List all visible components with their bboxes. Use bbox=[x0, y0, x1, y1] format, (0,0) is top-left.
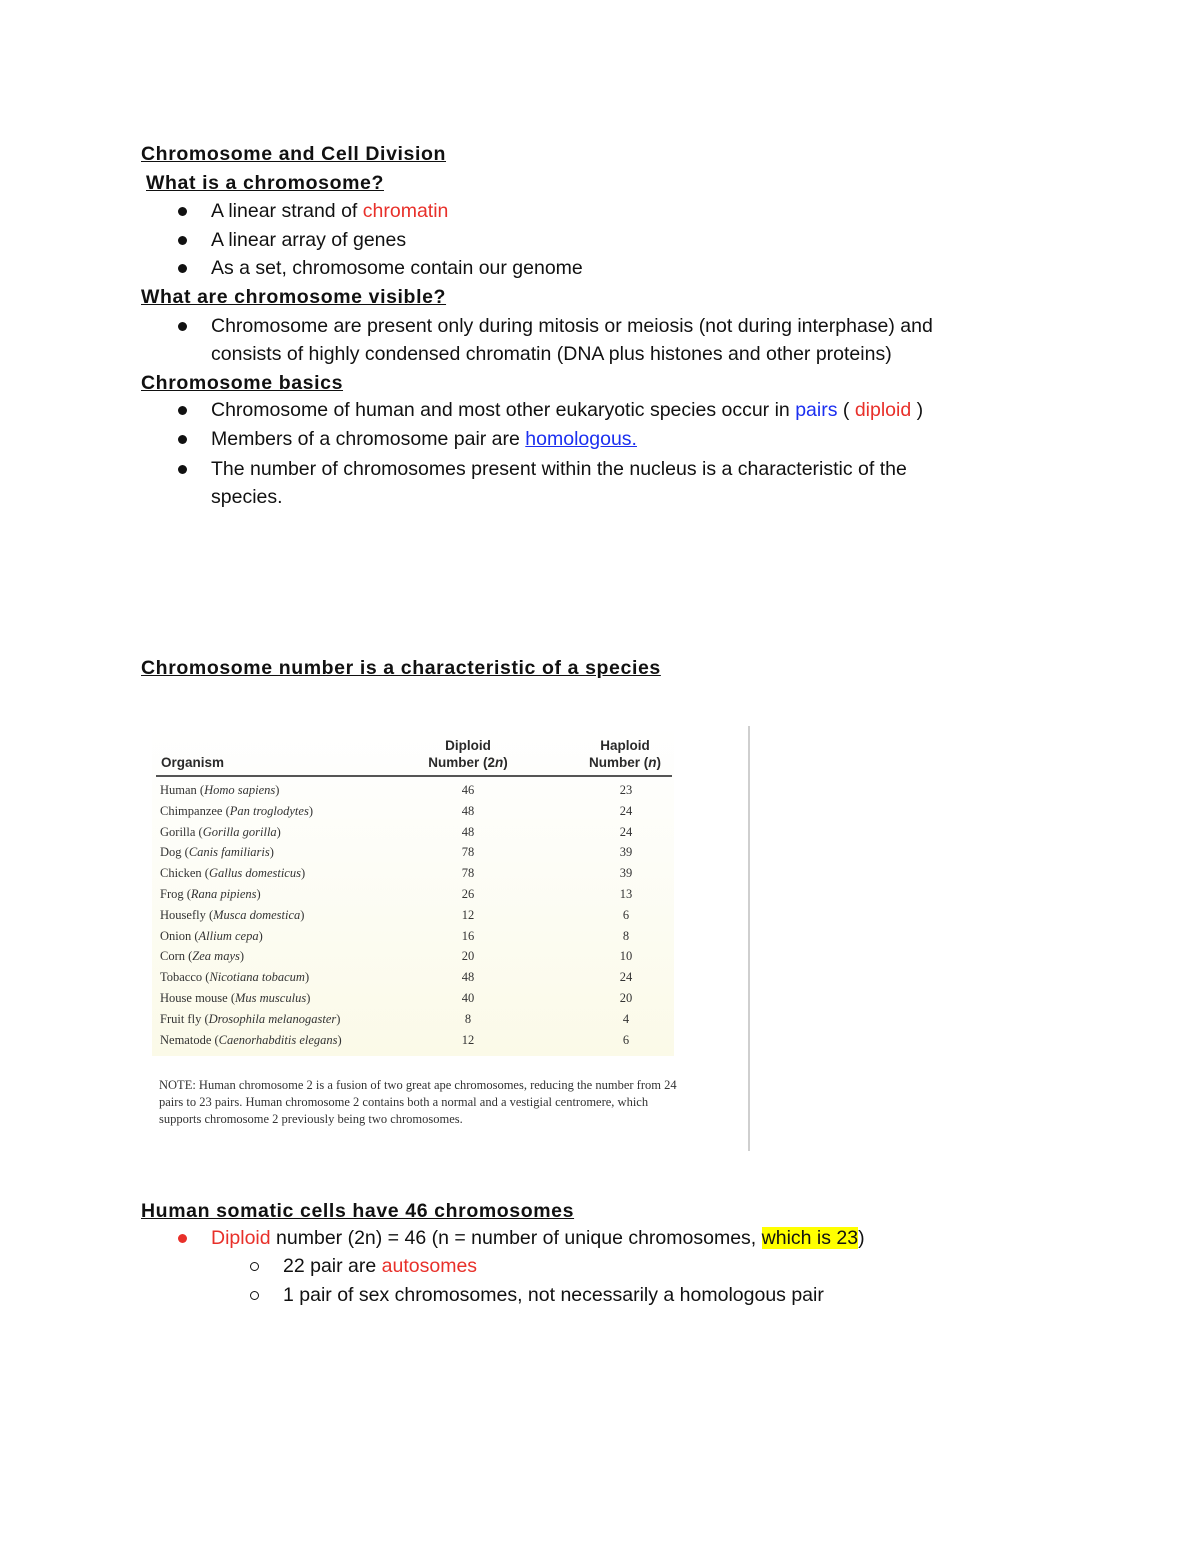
list-item-line: Chromosome are present only during mitosis or meiosis (not during interphase) and bbox=[211, 315, 933, 337]
heading-chromosome-visible: What are chromosome visible? bbox=[141, 286, 447, 308]
heading-chromosome-basics: Chromosome basics bbox=[141, 372, 344, 394]
table-cell-haploid: 20 bbox=[619, 991, 633, 1005]
table-cell-organism: Onion (Allium cepa) bbox=[160, 928, 263, 943]
table-cell-diploid: 40 bbox=[461, 991, 475, 1005]
list-item: As a set, chromosome contain our genome bbox=[211, 257, 583, 279]
table-cell-haploid: 39 bbox=[619, 866, 633, 881]
table-cell-diploid: 8 bbox=[464, 1011, 472, 1026]
table-cell-haploid: 6 bbox=[622, 907, 630, 922]
bullet-icon bbox=[178, 406, 187, 415]
figure-border-line bbox=[748, 726, 750, 1151]
table-cell-organism: Human (Homo sapiens) bbox=[160, 783, 280, 797]
bullet-icon bbox=[178, 207, 187, 216]
list-item: Chromosome of human and most other eukaryotic species occur in pairs ( diploid ) bbox=[211, 399, 924, 421]
table-cell-organism: Nematode (Caenorhabditis elegans) bbox=[160, 1032, 342, 1047]
table-cell-haploid: 24 bbox=[619, 970, 633, 985]
table-cell-diploid: 12 bbox=[461, 907, 475, 922]
table-cell-haploid: 4 bbox=[622, 1011, 630, 1026]
table-cell-organism: Dog (Canis familiaris) bbox=[160, 845, 274, 860]
table-cell-haploid: 24 bbox=[619, 824, 633, 839]
table-cell-haploid: 6 bbox=[622, 1032, 630, 1047]
table-cell-organism: Gorilla (Gorilla gorilla) bbox=[160, 824, 281, 839]
table-cell-organism: Chimpanzee (Pan troglodytes) bbox=[160, 803, 313, 818]
table-cell-haploid: 23 bbox=[619, 783, 633, 797]
table-cell-organism: Frog (Rana pipiens) bbox=[160, 887, 261, 901]
table-note: NOTE: Human chromosome 2 is a fusion of two great ape chromosomes, reducing the number from 24 pairs to 23 pairs. Human chromosome 2 contains both a normal and a vestigial centromere, which supports chromosome 2 previously being two chromosomes. bbox=[159, 1078, 677, 1126]
sub-bullet-icon bbox=[250, 1291, 259, 1300]
table-header-organism: Organism bbox=[161, 755, 225, 770]
list-item-line: species. bbox=[211, 486, 283, 508]
bullet-icon bbox=[178, 435, 187, 444]
list-item: Diploid number (2n) = 46 (n = number of unique chromosomes, which is 23) bbox=[211, 1227, 865, 1249]
table-cell-organism: Corn (Zea mays) bbox=[160, 949, 245, 964]
table-cell-haploid: 8 bbox=[622, 928, 630, 943]
homologous-link[interactable]: homologous. bbox=[525, 428, 637, 450]
sub-bullet-icon bbox=[250, 1262, 259, 1271]
table-cell-diploid: 48 bbox=[461, 803, 475, 818]
table-cell-organism: Tobacco (Nicotiana tobacum) bbox=[160, 970, 310, 985]
sub-list-item: 22 pair are autosomes bbox=[283, 1255, 478, 1277]
list-item: Members of a chromosome pair are homologous. bbox=[211, 428, 637, 450]
bullet-icon bbox=[178, 236, 187, 245]
table-header-diploid: Diploid Number (2n) bbox=[428, 738, 508, 770]
table-cell-organism: Housefly (Musca domestica) bbox=[160, 907, 305, 922]
bullet-icon bbox=[178, 322, 187, 331]
table-cell-organism: Fruit fly (Drosophila melanogaster) bbox=[160, 1011, 341, 1026]
table-cell-haploid: 10 bbox=[619, 949, 633, 964]
list-item-line: The number of chromosomes present within the nucleus is a characteristic of the bbox=[211, 458, 907, 480]
list-item-line: consists of highly condensed chromatin (DNA plus histones and other proteins) bbox=[211, 343, 892, 365]
table-cell-haploid: 24 bbox=[619, 803, 633, 818]
list-item: A linear array of genes bbox=[211, 229, 407, 251]
table-cell-haploid: 13 bbox=[619, 887, 633, 901]
heading-somatic-cells: Human somatic cells have 46 chromosomes bbox=[141, 1200, 575, 1222]
table-cell-diploid: 48 bbox=[461, 970, 475, 985]
table-cell-diploid: 78 bbox=[461, 845, 475, 860]
sub-list-item: 1 pair of sex chromosomes, not necessarily a homologous pair bbox=[283, 1284, 824, 1306]
table-cell-organism: Chicken (Gallus domesticus) bbox=[160, 866, 306, 881]
table-cell-diploid: 16 bbox=[461, 928, 475, 943]
table-cell-diploid: 20 bbox=[461, 949, 475, 964]
document-title: Chromosome and Cell Division bbox=[141, 143, 447, 165]
table-cell-organism: House mouse (Mus musculus) bbox=[160, 991, 311, 1005]
bullet-icon bbox=[178, 1234, 187, 1243]
table-cell-diploid: 12 bbox=[461, 1032, 475, 1047]
table-cell-diploid: 26 bbox=[461, 887, 475, 901]
table-cell-haploid: 39 bbox=[619, 845, 633, 860]
table-cell-diploid: 46 bbox=[461, 783, 475, 797]
table-cell-diploid: 48 bbox=[461, 824, 475, 839]
list-item: A linear strand of chromatin bbox=[211, 200, 449, 222]
heading-what-is-chromosome: What is a chromosome? bbox=[146, 172, 384, 194]
bullet-icon bbox=[178, 264, 187, 273]
table-header-rule bbox=[156, 775, 672, 777]
table-header-haploid: Haploid Number (n) bbox=[588, 738, 661, 770]
bullet-icon bbox=[178, 465, 187, 474]
heading-chromosome-number: Chromosome number is a characteristic of a species bbox=[141, 657, 661, 679]
table-cell-diploid: 78 bbox=[461, 866, 475, 881]
